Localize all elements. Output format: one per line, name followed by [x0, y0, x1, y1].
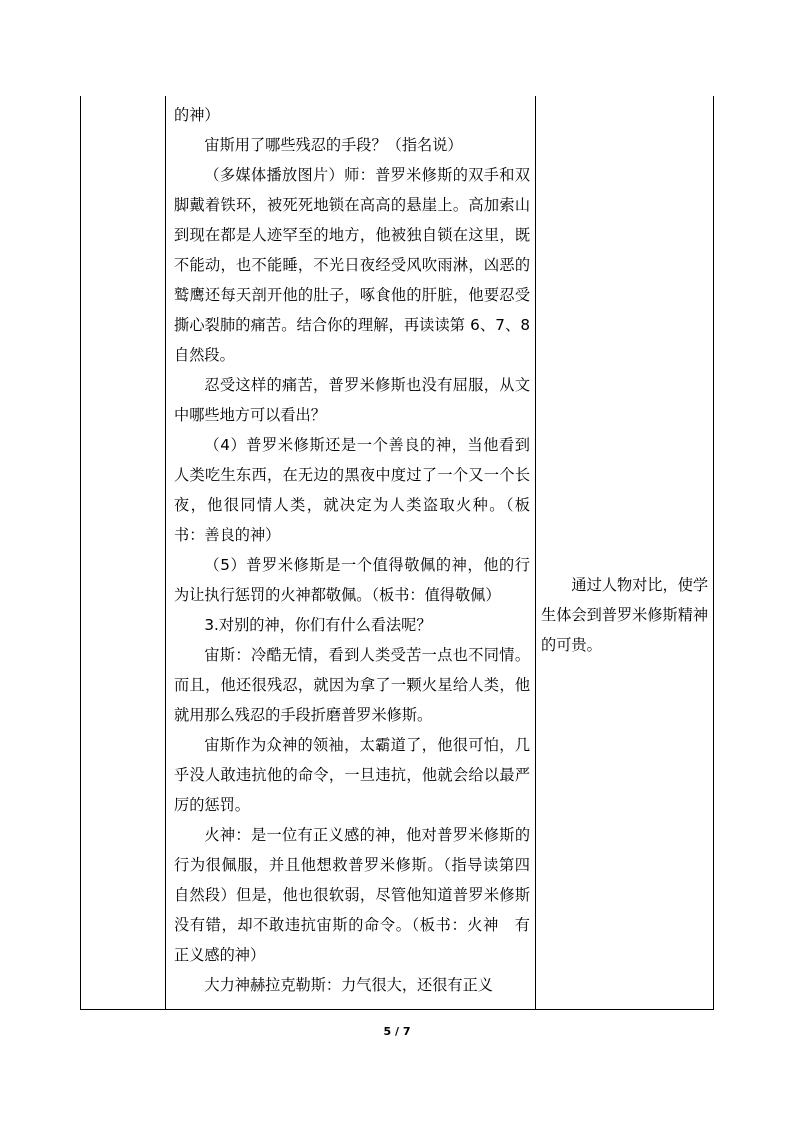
- paragraph: （4）普罗米修斯还是一个善良的神，当他看到人类吃生东西，在无边的黑夜中度过了一个又一个长夜，他很同情人类，就决定为人类盗取火种。（板书：善良的神）: [174, 436, 530, 544]
- paragraph: 火神：是一位有正义感的神，他对普罗米修斯的行为很佩服，并且他想救普罗米修斯。（指导读第四自然段）但是，他也很软弱，尽管他知道普罗米修斯没有错，却不敢违抗宙斯的命令。（板书：火神 有正义感的神）: [174, 826, 530, 964]
- table-border-col1: [165, 96, 166, 1009]
- paragraph: 宙斯：冷酷无情，看到人类受苦一点也不同情。而且，他还很残忍，就因为拿了一颗火星给人类，他就用那么残忍的手段折磨普罗米修斯。: [174, 646, 530, 724]
- paragraph: （5）普罗米修斯是一个值得敬佩的神，他的行为让执行惩罚的火神都敬佩。（板书：值得敬佩）: [174, 556, 530, 604]
- paragraph: 忍受这样的痛苦，普罗米修斯也没有屈服，从文中哪些地方可以看出？: [174, 376, 530, 424]
- paragraph: 大力神赫拉克勒斯：力气很大，还很有正义: [204, 976, 493, 994]
- design-intent-cell: [541, 570, 709, 660]
- table-border-left: [80, 96, 81, 1009]
- table-border-bottom: [80, 1009, 714, 1010]
- paragraph: 的神）: [174, 106, 220, 124]
- paragraph: 宙斯作为众神的领袖，太霸道了，他很可怕，几乎没人敢违抗他的命令，一旦违抗，他就会给以最严厉的惩罚。: [174, 736, 530, 814]
- paragraph: （多媒体播放图片）师：普罗米修斯的双手和双脚戴着铁环，被死死地锁在高高的悬崖上。高加索山到现在都是人迹罕至的地方，他被独自锁在这里，既不能动，也不能睡，不光日夜经受风吹雨淋，凶恶的鹫鹰还每天剖开他的肚子，啄食他的肝脏，他要忍受撕心裂肺的痛苦。结合你的理解，再读读第 6、7、8 自然段。: [174, 166, 530, 364]
- table-border-right: [713, 96, 714, 1009]
- page-number: 5 / 7: [383, 1025, 411, 1038]
- design-intent-note: 通过人物对比，使学生体会到普罗米修斯精神的可贵。: [541, 576, 709, 654]
- table-border-col2: [535, 96, 536, 1009]
- paragraph: 宙斯用了哪些残忍的手段？（指名说）: [204, 136, 463, 154]
- teaching-process-cell: [174, 100, 530, 1000]
- paragraph: 3.对别的神，你们有什么看法呢？: [204, 616, 432, 634]
